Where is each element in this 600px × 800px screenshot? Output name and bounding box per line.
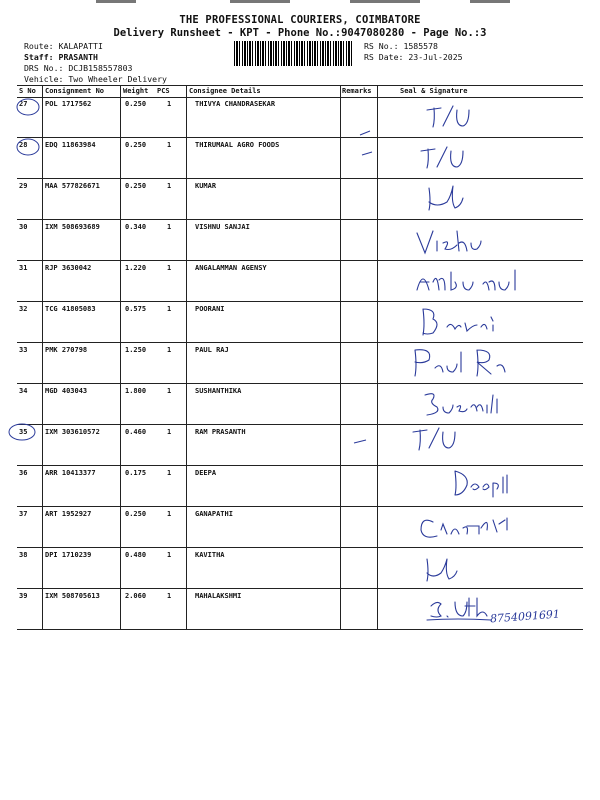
table-row bbox=[17, 178, 583, 220]
runsheet-subtitle: Delivery Runsheet - KPT - Phone No.:9047080280 - Page No.:3 bbox=[113, 27, 487, 39]
row-consignment-no: PMK 270798 bbox=[45, 346, 88, 354]
row-sno: 36 bbox=[19, 469, 28, 477]
row-weight: 0.250 bbox=[125, 182, 147, 190]
staff-value: PRASANTH bbox=[58, 52, 98, 62]
table-row bbox=[17, 383, 583, 425]
row-consignee: ANGALAMMAN AGENSY bbox=[195, 264, 267, 272]
remark-tick-35 bbox=[352, 437, 372, 447]
table-row bbox=[17, 137, 583, 179]
row-consignee: GANAPATHI bbox=[195, 510, 233, 518]
drs-label: DRS No.: bbox=[24, 63, 64, 73]
row-consignee: POORANI bbox=[195, 305, 225, 313]
drs-value: DCJB158557803 bbox=[68, 63, 133, 73]
row-consignment-no: EDQ 11863984 bbox=[45, 141, 96, 149]
row-pcs: 1 bbox=[167, 428, 172, 436]
row-sno: 37 bbox=[19, 510, 28, 518]
row-sno: 31 bbox=[19, 264, 28, 272]
handwritten-signature bbox=[407, 260, 587, 301]
circle-mark-row-27 bbox=[14, 96, 44, 122]
col-weight: Weight bbox=[123, 87, 149, 95]
rs-no-label: RS No.: bbox=[364, 41, 399, 51]
route-info bbox=[24, 41, 103, 51]
row-consignment-no: IXM 508693689 bbox=[45, 223, 100, 231]
table-row bbox=[17, 219, 583, 261]
row-sno: 29 bbox=[19, 182, 28, 190]
handwritten-signature bbox=[407, 178, 587, 219]
rs-date-label: RS Date: bbox=[364, 52, 404, 62]
table-row bbox=[17, 301, 583, 343]
barcode bbox=[234, 41, 352, 66]
row-consignee: RAM PRASANTH bbox=[195, 428, 246, 436]
col-consignment: Consignment No bbox=[45, 87, 105, 95]
row-consignment-no: MGD 403043 bbox=[45, 387, 88, 395]
row-sno: 38 bbox=[19, 551, 28, 559]
row-weight: 1.220 bbox=[125, 264, 147, 272]
col-signature: Seal & Signature bbox=[400, 87, 468, 95]
row-consignment-no: POL 1717562 bbox=[45, 100, 92, 108]
row-sno: 30 bbox=[19, 223, 28, 231]
row-consignee: KAVITHA bbox=[195, 551, 225, 559]
table-row bbox=[17, 506, 583, 548]
row-consignee: MAHALAKSHMI bbox=[195, 592, 242, 600]
row-consignee: PAUL RAJ bbox=[195, 346, 229, 354]
drs-info bbox=[24, 63, 132, 73]
row-consignment-no: IXM 508705613 bbox=[45, 592, 100, 600]
handwritten-signature bbox=[407, 424, 587, 465]
table-row bbox=[17, 465, 583, 507]
handwritten-signature bbox=[407, 342, 587, 383]
handwritten-phone-number: 8754091691 bbox=[489, 607, 561, 626]
row-pcs: 1 bbox=[167, 182, 172, 190]
rs-date-info bbox=[364, 52, 463, 62]
handwritten-signature bbox=[407, 506, 587, 547]
row-pcs: 1 bbox=[167, 551, 172, 559]
col-consignee: Consignee Details bbox=[189, 87, 261, 95]
row-weight: 0.575 bbox=[125, 305, 147, 313]
row-weight: 2.060 bbox=[125, 592, 147, 600]
row-sno: 34 bbox=[19, 387, 28, 395]
route-label: Route: bbox=[24, 41, 54, 51]
row-sno: 27 bbox=[19, 100, 28, 108]
row-consignment-no: TCG 41805083 bbox=[45, 305, 96, 313]
remark-tick-27 bbox=[358, 125, 378, 165]
row-pcs: 1 bbox=[167, 387, 172, 395]
vehicle-label: Vehicle: bbox=[24, 74, 64, 84]
row-weight: 0.175 bbox=[125, 469, 147, 477]
row-pcs: 1 bbox=[167, 592, 172, 600]
row-pcs: 1 bbox=[167, 223, 172, 231]
table-row bbox=[17, 424, 583, 466]
staff-label: Staff: bbox=[24, 52, 54, 62]
row-sno: 33 bbox=[19, 346, 28, 354]
row-pcs: 1 bbox=[167, 141, 172, 149]
rs-date-value: 23-Jul-2025 bbox=[408, 52, 463, 62]
row-weight: 0.480 bbox=[125, 551, 147, 559]
table-row bbox=[17, 547, 583, 589]
row-pcs: 1 bbox=[167, 305, 172, 313]
row-consignment-no: ARR 10413377 bbox=[45, 469, 96, 477]
row-consignee: DEEPA bbox=[195, 469, 217, 477]
row-pcs: 1 bbox=[167, 264, 172, 272]
col-sno: S No bbox=[19, 87, 36, 95]
row-weight: 1.800 bbox=[125, 387, 147, 395]
row-pcs: 1 bbox=[167, 100, 172, 108]
row-pcs: 1 bbox=[167, 469, 172, 477]
row-consignee: VISHNU SANJAI bbox=[195, 223, 250, 231]
row-sno: 32 bbox=[19, 305, 28, 313]
row-pcs: 1 bbox=[167, 346, 172, 354]
handwritten-signature bbox=[407, 301, 587, 342]
row-consignment-no: ART 1952927 bbox=[45, 510, 92, 518]
row-weight: 0.250 bbox=[125, 510, 147, 518]
col-remarks: Remarks bbox=[342, 87, 372, 95]
handwritten-signature bbox=[407, 96, 587, 137]
table-row bbox=[17, 260, 583, 302]
row-consignment-no: IXM 303610572 bbox=[45, 428, 100, 436]
rs-no-info bbox=[364, 41, 438, 51]
staff-info bbox=[24, 52, 98, 62]
handwritten-signature bbox=[407, 137, 587, 178]
scan-top-edge-marks bbox=[0, 0, 600, 5]
row-weight: 0.460 bbox=[125, 428, 147, 436]
rs-no-value: 1585578 bbox=[403, 41, 438, 51]
row-weight: 1.250 bbox=[125, 346, 147, 354]
row-consignment-no: RJP 3630042 bbox=[45, 264, 92, 272]
row-sno: 35 bbox=[19, 428, 28, 436]
row-pcs: 1 bbox=[167, 510, 172, 518]
route-value: KALAPATTI bbox=[58, 41, 103, 51]
row-consignment-no: DPI 1710239 bbox=[45, 551, 92, 559]
handwritten-signature bbox=[407, 547, 587, 588]
row-consignee: SUSHANTHIKA bbox=[195, 387, 242, 395]
row-weight: 0.340 bbox=[125, 223, 147, 231]
row-consignee: THIVYA CHANDRASEKAR bbox=[195, 100, 276, 108]
col-pcs: PCS bbox=[157, 87, 170, 95]
row-consignment-no: MAA 577826671 bbox=[45, 182, 100, 190]
handwritten-signature bbox=[407, 383, 587, 424]
vehicle-value: Two Wheeler Delivery bbox=[68, 74, 167, 84]
handwritten-signature bbox=[407, 219, 587, 260]
row-sno: 39 bbox=[19, 592, 28, 600]
table-row bbox=[17, 96, 583, 138]
handwritten-signature bbox=[407, 465, 587, 506]
row-consignee: KUMAR bbox=[195, 182, 217, 190]
row-weight: 0.250 bbox=[125, 141, 147, 149]
company-title: THE PROFESSIONAL COURIERS, COIMBATORE bbox=[179, 14, 421, 26]
circle-mark-row-28 bbox=[14, 136, 44, 162]
row-sno: 28 bbox=[19, 141, 28, 149]
row-consignee: THIRUMAAL AGRO FOODS bbox=[195, 141, 280, 149]
row-weight: 0.250 bbox=[125, 100, 147, 108]
table-row bbox=[17, 342, 583, 384]
vehicle-info bbox=[24, 74, 167, 84]
circle-mark-row-35 bbox=[5, 421, 41, 447]
